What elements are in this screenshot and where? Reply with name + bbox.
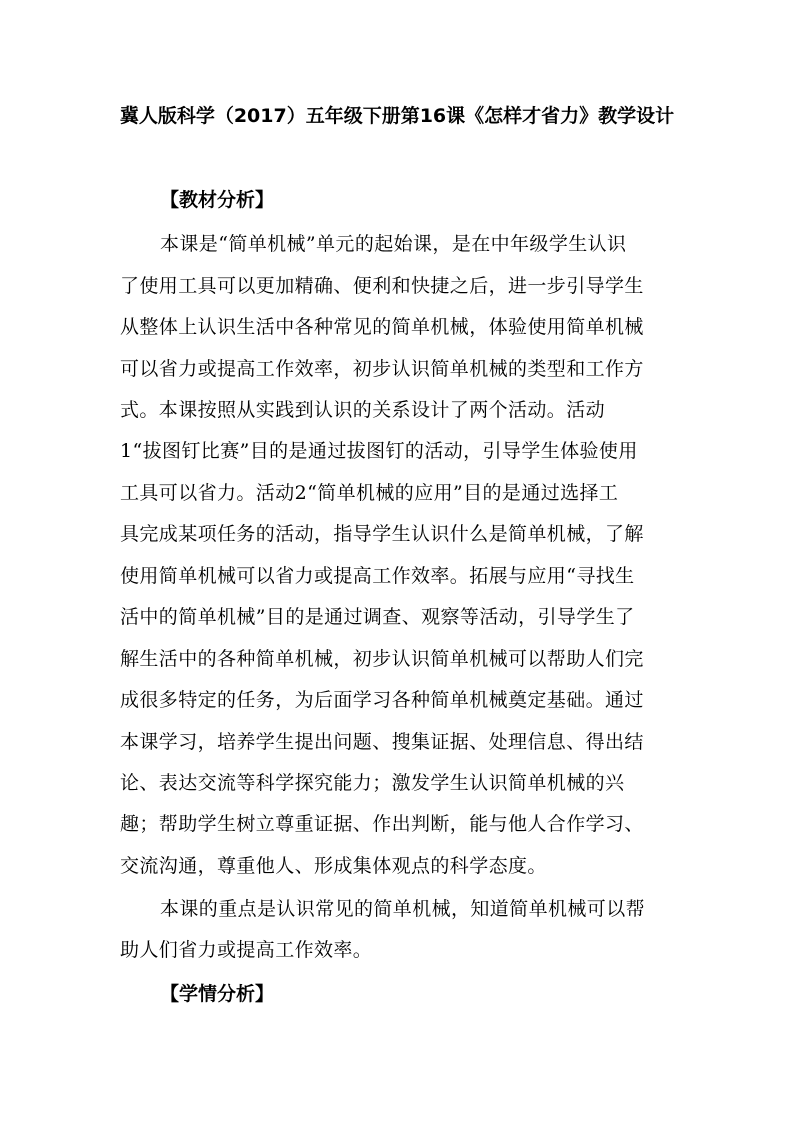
paragraph-line: 从整体上认识生活中各种常见的简单机械，体验使用简单机械: [120, 316, 644, 338]
paragraph-line: 交流沟通，尊重他人、形成集体观点的科学态度。: [120, 855, 547, 877]
section-heading-textbook-analysis: 【教材分析】: [160, 189, 275, 211]
paragraph-line: 可以省力或提高工作效率，初步认识简单机械的类型和工作方: [120, 358, 644, 380]
paragraph-line: 式。本课按照从实践到认识的关系设计了两个活动。活动: [120, 399, 606, 421]
paragraph-line: 1“拔图钉比赛”目的是通过拔图钉的活动，引导学生体验使用: [120, 440, 638, 462]
paragraph-line: 活中的简单机械”目的是通过调查、观察等活动，引导学生了: [120, 606, 635, 628]
paragraph-line: 了使用工具可以更加精确、便利和快捷之后，进一步引导学生: [120, 275, 644, 297]
paragraph-line: 工具可以省力。活动2“简单机械的应用”目的是通过选择工: [120, 482, 619, 504]
paragraph-line: 本课学习，培养学生提出问题、搜集证据、处理信息、得出结: [120, 731, 644, 753]
document-title: 冀人版科学（2017）五年级下册第16课《怎样才省力》教学设计: [119, 105, 675, 127]
paragraph-line: 本课的重点是认识常见的简单机械，知道简单机械可以帮: [160, 898, 646, 920]
paragraph-line: 具完成某项任务的活动，指导学生认识什么是简单机械，了解: [120, 523, 644, 545]
section-heading-learning-analysis: 【学情分析】: [160, 983, 275, 1005]
paragraph-line: 本课是“简单机械”单元的起始课，是在中年级学生认识: [160, 233, 627, 255]
paragraph-line: 成很多特定的任务，为后面学习各种简单机械奠定基础。通过: [120, 689, 644, 711]
paragraph-line: 论、表达交流等科学探究能力；激发学生认识简单机械的兴: [120, 772, 625, 794]
paragraph-line: 助人们省力或提高工作效率。: [120, 939, 373, 961]
paragraph-line: 解生活中的各种简单机械，初步认识简单机械可以帮助人们完: [120, 648, 644, 670]
paragraph-line: 使用简单机械可以省力或提高工作效率。拓展与应用“寻找生: [120, 565, 635, 587]
paragraph-line: 趣；帮助学生树立尊重证据、作出判断，能与他人合作学习、: [120, 813, 644, 835]
